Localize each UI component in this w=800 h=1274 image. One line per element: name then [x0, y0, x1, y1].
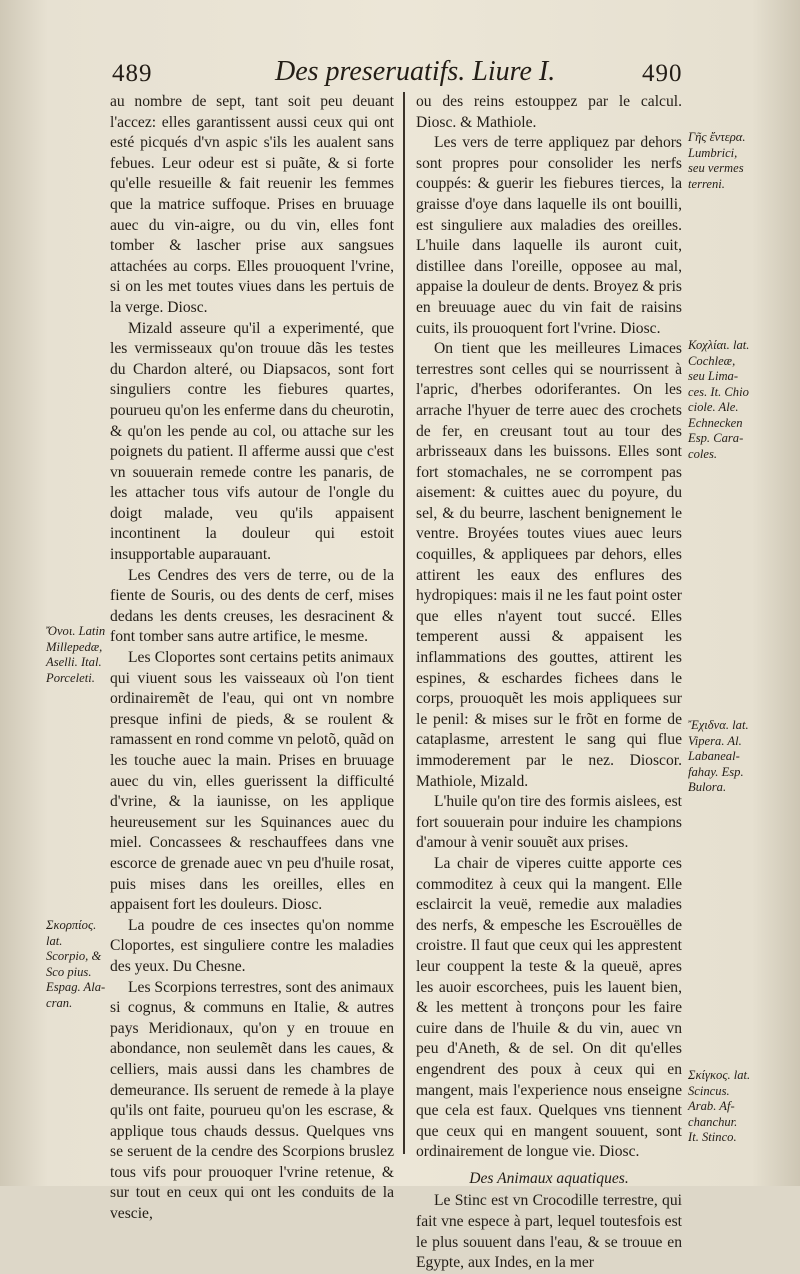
margin-note: Σκορπίος. lat. Scorpio, & Sco pius. Espag. Ala- cran.	[46, 918, 106, 1010]
running-title: Des preseruatifs. Liure I.	[275, 56, 556, 87]
column-divider	[403, 92, 405, 1154]
left-text-column	[110, 92, 394, 1225]
right-page-number: 490	[642, 60, 683, 87]
paragraph: Les Cendres des vers de terre, ou de la fiente de Souris, ou des dents de cerf, mises dedans les dents creuses, les desracinent & font tomber sans autre artifice, le mesme.	[110, 566, 394, 646]
left-page-number: 489	[112, 60, 153, 87]
paragraph: La poudre de ces insectes qu'on nomme Cloportes, est singuliere contre les maladies des yeux. Du Chesne.	[110, 916, 394, 975]
margin-note: Σκίγκος. lat. Scincus. Arab. Af- chanchur. It. Stinco.	[688, 1068, 751, 1144]
margin-note: Γῆς ἔντερα. Lumbrici, seu vermes terreni.	[688, 130, 746, 191]
paragraph: Les Scorpions terrestres, sont des animaux si cognus, & communs en Italie, & autres pays Meridionaux, qu'on y en trouue en abondance, non seulemẽt dans les caues, & celliers, mais aussi dans les chambres de demeurance. Ils seruent de remede à la playe qu'ils ont faite, pourueu qu'on les escrase, & applique tous chauds dessus. Quelques vns se seruent de la cendre des Scorpions bruslez tous vifs pour prouoquer l'vrine retenue, & sur tout en ceux qui ont les conduits de la vescie,	[110, 978, 394, 1223]
paragraph: Les Cloportes sont certains petits animaux qui viuent sous les vaisseaux où l'on tient ordinairemẽt de l'eau, qui ont vn nombre presque infini de pieds, & se roulent & ramassent en rond comme vn pelotõ, quãd on les touche auec la main. Prises en bruuage auec du vin, elles guerissent la difficulté d'vrine, & la iaunisse, on les applique heureusement sur les Squinances auec du miel. Concassees & reschauffees dans vne escorce de grenade auec vn peu d'huile rosat, puis mises dans les oreilles, elles en appaisent fort les douleurs. Diosc.	[110, 649, 394, 914]
paragraph: Les vers de terre appliquez par dehors sont propres pour consolider les nerfs couppés: & guerir les fiebures tierces, la graisse d'oye dans laquelle ils ont bouilli, est singuliere aux maladies des oreilles. L'huile dans laquelle ils auront cuit, distillee dans l'oreille, opposee au mal, appaise la douleur de dents. Broyez & pris en breuuage auec du vin fait de raisins cuits, ils prouoquent fort l'vrine. Diosc.	[416, 134, 682, 337]
paragraph: On tient que les meilleures Limaces terrestres sont celles qui se nourrissent à l'apric, d'herbes odoriferantes. On les arrache l'hyuer de terre auec des crochets de fer, en creusant tout au tour des arbrisseaux dans les buissons. Elles sont fort stomachales, ne se corrompent pas aisement: & cuittes auec du poyure, du sel, & du beurre, laschent benignement le ventre. Broyées toutes viues auec leurs coquilles, & appliquees par dehors, elles attirent les eaux des enflures des hydropiques: mais il ne les faut point oster que elles n'ayent tout succé. Elles temperent aussi & appaisent les inflammations des gouttes, attirent les espines, & eschardes fichees dans le corps, prouoquẽt les mois appliquees sur le penil: & mises sur le frõt en forme de cataplasme, arrestent le sang qui flue immoderement par le nez. Dioscor. Mathiole, Mizald.	[416, 340, 682, 790]
margin-note: Ἔχιδνα. lat. Vipera. Al. Labaneal- fahay. Esp. Bulora.	[688, 718, 749, 794]
paragraph: L'huile qu'on tire des formis aislees, est fort souuerain pour induire les champions d'amour à venir souuẽt aux prises.	[416, 793, 682, 852]
margin-note: Κοχλίαι. lat. Cochleæ, seu Lima- ces. It. Chio ciole. Ale. Echnecken Esp. Cara- coles.	[688, 338, 750, 461]
paragraph: ou des reins estouppez par le calcul. Diosc. & Mathiole.	[416, 93, 682, 131]
paragraph: La chair de viperes cuitte apporte ces commoditez à ceux qui la mangent. Elle esclaircit la veuë, remedie aux maladies des nerfs, & empesche les Escrouëlles de croistre. Il faut que ceux qui les apprestent leur couppent la teste & la queuë, apres les auoir escorchees, puis les lauent bien, & les mettent à tronçons pour les faire cuire dans de l'huile & du vin, auec vn peu d'Aneth, & de sel. On dit qu'elles engendrent des poux à ceux qui en mangent, mais l'experience nous enseigne que cela est faux. Quelques vns tiennent que ceux qui en mangent souuent, sont ordinairement de longue vie. Diosc.	[416, 854, 682, 1161]
margin-note: Ὄνοι. Latin Millepedæ, Aselli. Ital. Porceleti.	[46, 624, 106, 685]
page-header	[0, 56, 800, 96]
paragraph: Mizald asseure qu'il a experimenté, que les vermisseaux qu'on trouue dãs les testes du Chardon alteré, ou Diapsacos, sont fort singuliers contre les fiebures quartes, pourueu qu'on les enferme dans du cheurotin, & qu'on les pende au col, ou attache sur les poignets du patient. Il afferme aussi que c'est vn souuerain remede contre les panaris, de les attacher tous vifs autour de l'ongle du doigt malade, veu qu'ils appaisent incontinent la douleur qui estoit insupportable auparauant.	[110, 319, 394, 564]
paragraph: au nombre de sept, tant soit peu deuant l'accez: elles garantissent aussi ceux qui ont esté picqués d'vn aspic s'ils les aualent sans febues. Leur odeur est si puãte, & si forte qu'elle resueille & fait reuenir les femmes que la matrice suffoque. Prises en bruuage auec du vin-aigre, ou du vin, elles font tomber & lascher prise aux sangsues attachées au corps. Elles prouoquent l'vrine, si on les met toutes viues dans les pertuis de la verge. Diosc.	[110, 93, 394, 316]
paragraph: Le Stinc est vn Crocodille terrestre, qui fait vne espece à part, lequel toutesfois est le plus souuent dans l'eau, & se trouue en Egypte, aux Indes, en la mer	[416, 1192, 682, 1272]
right-text-column	[416, 92, 682, 1274]
section-subheading: Des Animaux aquatiques.	[469, 1169, 629, 1187]
